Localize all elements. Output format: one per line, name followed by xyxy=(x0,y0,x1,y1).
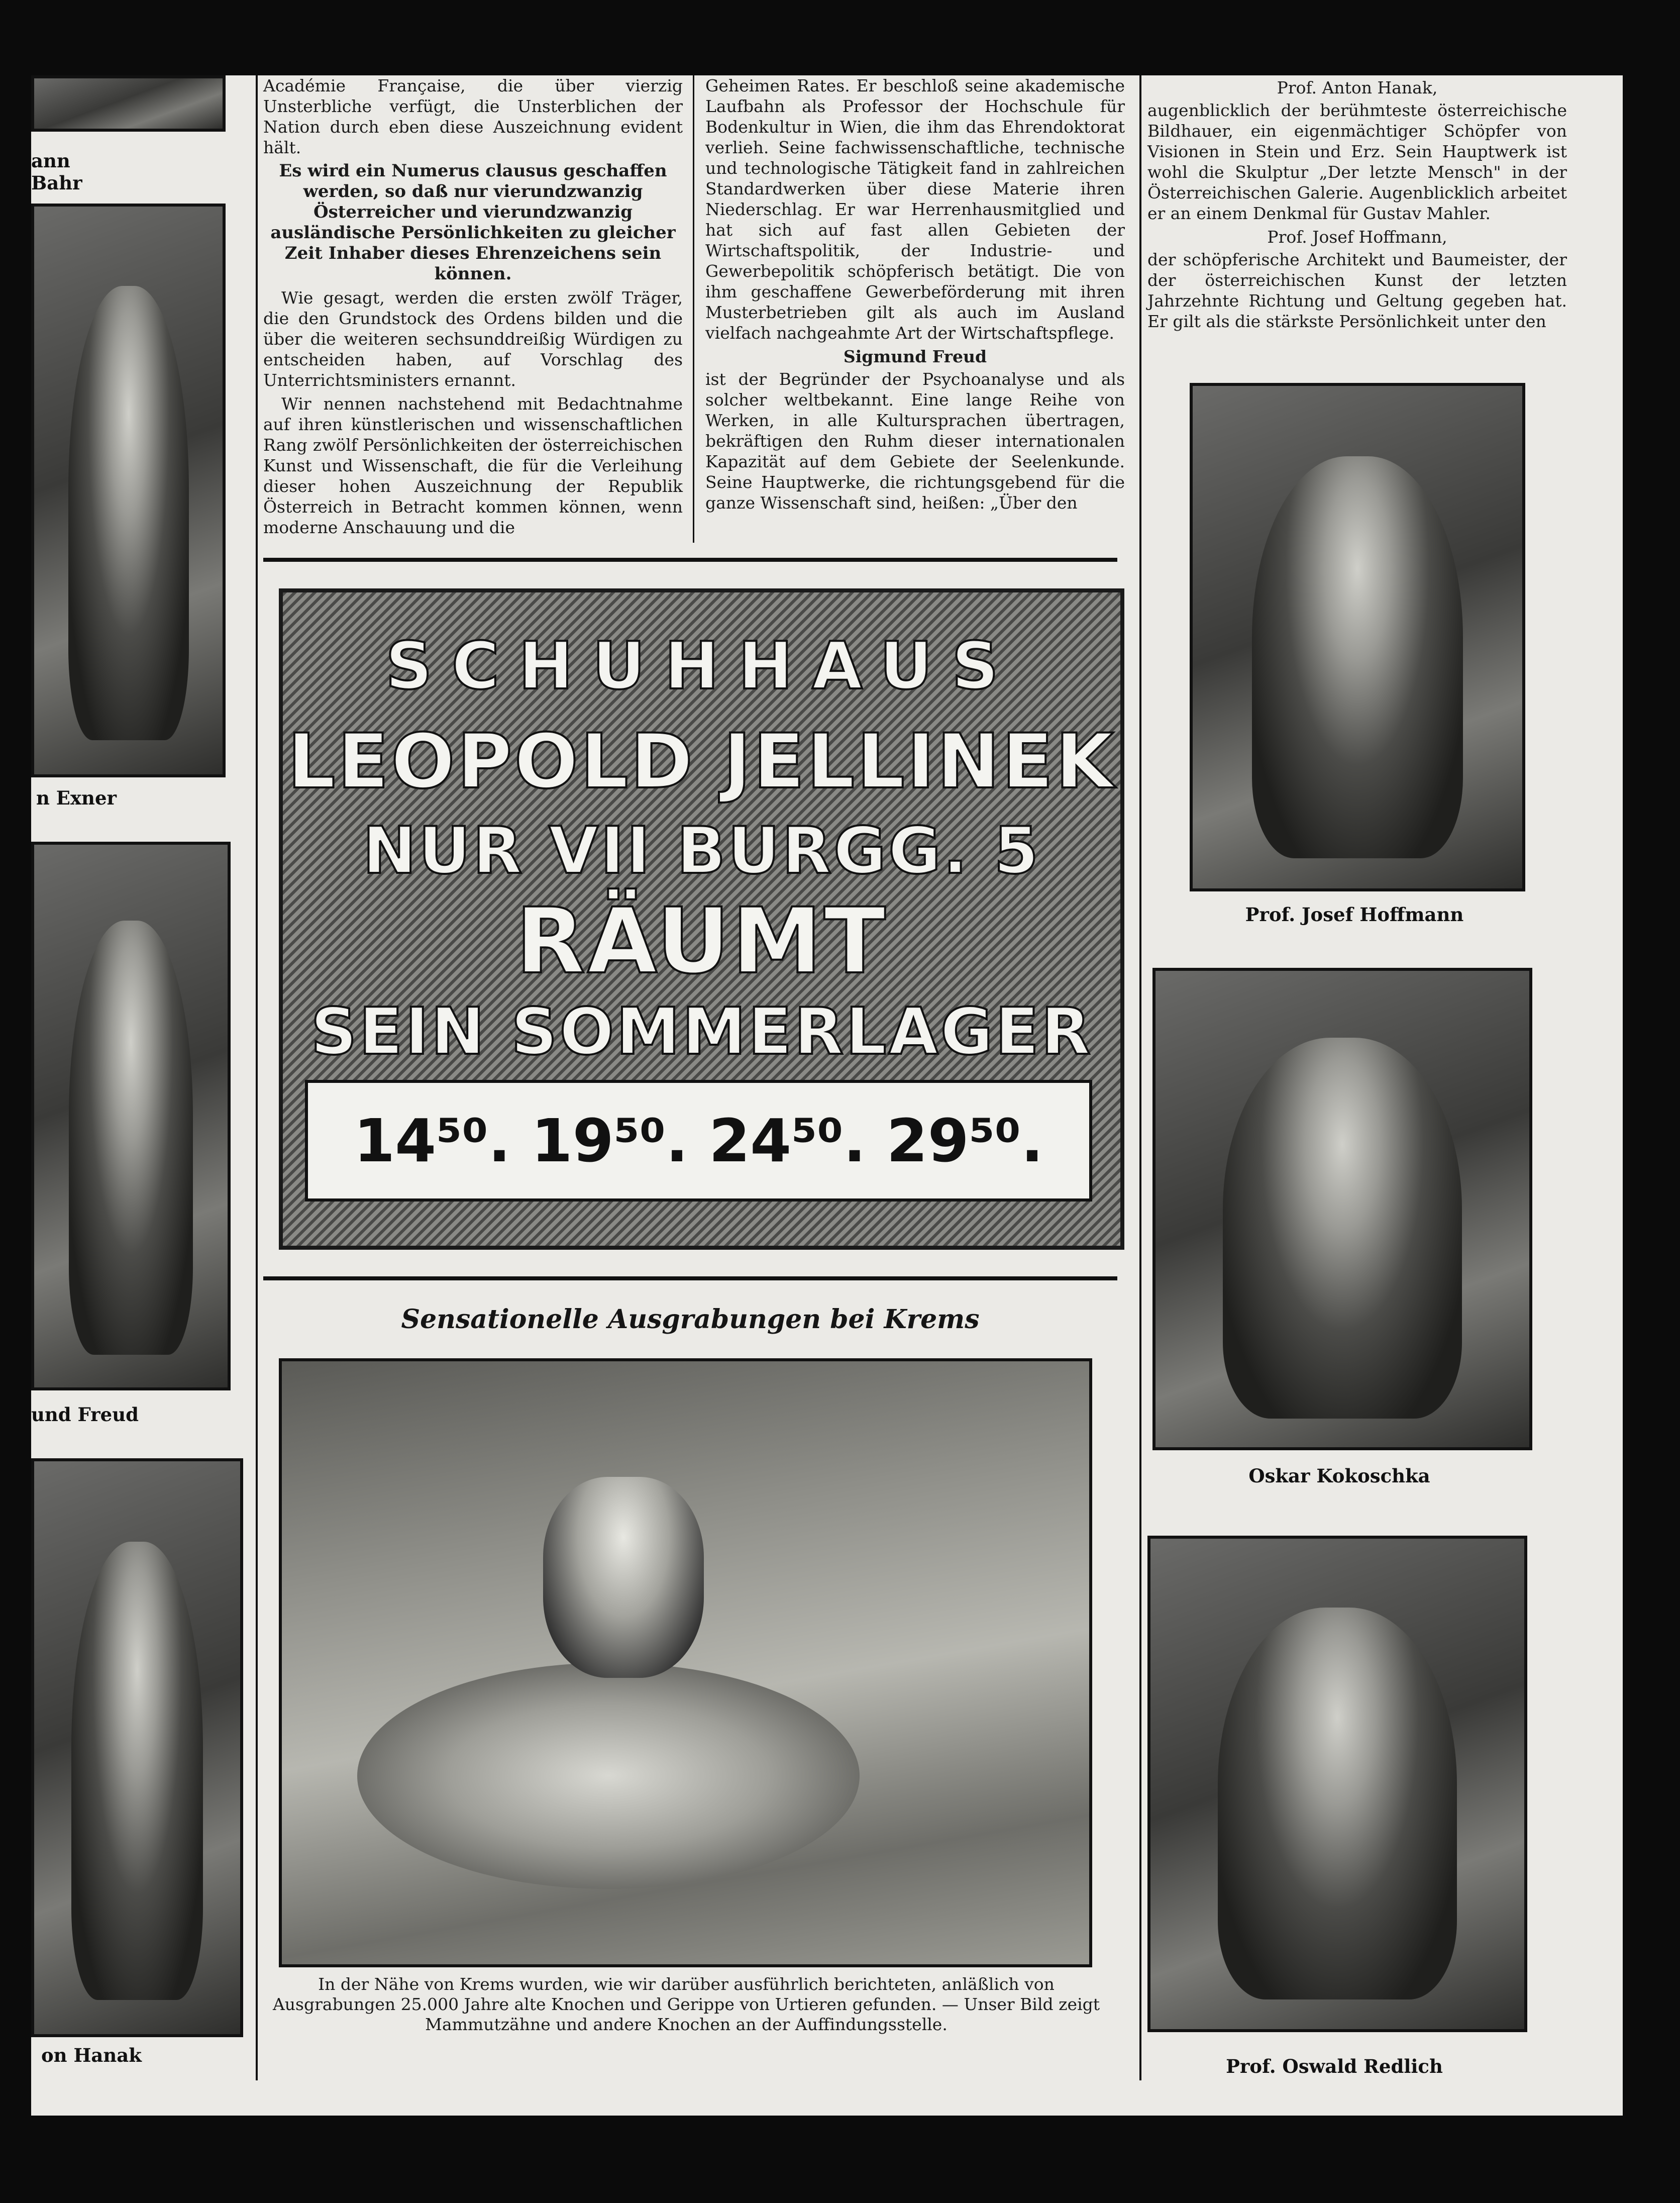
ad-line: SEIN SOMMERLAGER xyxy=(310,994,1093,1069)
portrait-redlich xyxy=(1147,1536,1527,2032)
paragraph: der schöpferische Architekt und Baumeister, der der österreichischen Kunst der letzten Jahrzehnte Richtung und Geltung gegeben hat. Er gilt als die stärkste Persönlichkeit unter den xyxy=(1147,250,1567,331)
caption-redlich: Prof. Oswald Redlich xyxy=(1226,2055,1443,2077)
section-heading: Sigmund Freud xyxy=(843,347,987,366)
newspaper-page xyxy=(31,75,1623,2116)
paragraph: Académie Française, die über vierzig Unsterbliche verfügt, die Unsterblichen der Nation durch eben diese Auszeichnung evident hält. xyxy=(263,76,683,157)
caption-exner: n Exner xyxy=(36,787,117,809)
section-rule xyxy=(263,558,1117,562)
section-heading: Prof. Anton Hanak, xyxy=(1277,78,1438,97)
paragraph: Wie gesagt, werden die ersten zwölf Träger, die den Grundstock des Ordens bilden und die über die weiteren sechsunddreißig Würdigen zu entscheiden haben, auf Vorschlag des Unterrichtsministers ernannt. xyxy=(263,288,683,390)
caption-hanak: on Hanak xyxy=(41,2044,142,2066)
left-photo-strip xyxy=(31,75,231,2116)
paragraph: Geheimen Rates. Er beschloß seine akademische Laufbahn als Professor der Hochschule für Bodenkultur in Wien, die ihm das Ehrendoktorat verlieh. Seine fachwissenschaftliche, technische und technologische Tätigkeit fand in zahlreichen Standardwerken über diese Materie ihren Niederschlag. Er war Herrenhausmitglied und hat sich auf fast allen Gebieten der Wirtschaftspolitik, der Industrie- und Gewerbepolitik schöpferisch betätigt. Die von ihm geschaffene Gewerbeförderung mit ihren Musterbetrieben gilt als auch im Ausland vielfach nachgeahmte Art der Wirtschaftspflege. xyxy=(705,76,1125,343)
portrait-exner xyxy=(31,204,226,777)
article-column-3 xyxy=(1147,75,1567,335)
column-rule xyxy=(1139,75,1141,2080)
article-column-1 xyxy=(263,75,683,541)
portrait-freud xyxy=(31,842,231,1390)
ad-prices: 14⁵⁰. 19⁵⁰. 24⁵⁰. 29⁵⁰. xyxy=(305,1080,1092,1201)
column-rule xyxy=(693,75,694,543)
article-column-2 xyxy=(705,75,1125,516)
paragraph: augenblicklich der berühmteste österreichische Bildhauer, ein eigenmächtiger Schöpfer von Visionen in Stein und Erz. Sein Hauptwerk ist wohl die Skulptur „Der letzte Mensch" in der Österreichischen Galerie. Augenblicklich arbeitet er an einem Denkmal für Gustav Mahler. xyxy=(1147,101,1567,223)
bold-paragraph: Es wird ein Numerus clausus geschaffen werden, so daß nur vierundzwanzig Österreicher und vierundzwanzig ausländische Persönlichkeiten zu gleicher Zeit Inhaber dieses Ehrenzeichens sein können. xyxy=(270,161,676,284)
section-heading: Prof. Josef Hoffmann, xyxy=(1267,227,1447,247)
portrait-hanak xyxy=(31,1458,243,2037)
excavation-photo xyxy=(279,1358,1092,1967)
ad-line: NUR VII BURGG. 5 xyxy=(362,814,1041,888)
photo-caption: In der Nähe von Krems wurden, wie wir darüber ausführlich berichteten, anläßlich von Ausgrabungen 25.000 Jahre alte Knochen und Gerippe von Urtieren gefunden. — Unser Bild zeigt Mammutzähne und andere Knochen an der Auffindungsstelle. xyxy=(272,1974,1100,2034)
caption-kokoschka: Oskar Kokoschka xyxy=(1248,1465,1430,1487)
portrait-bahr xyxy=(31,75,226,132)
portrait-hoffmann xyxy=(1190,383,1525,891)
paragraph: Wir nennen nachstehend mit Bedachtnahme auf ihren künstlerischen und wissenschaftlichen Rang zwölf Persönlichkeiten der österreichischen Kunst und Wissenschaft, die für die Verleihung dieser hohen Auszeichnung der Republik Österreich in Betracht kommen können, wenn moderne Anschauung und die xyxy=(263,394,683,537)
ad-line: LEOPOLD JELLINEK xyxy=(287,718,1116,806)
paragraph: ist der Begründer der Psychoanalyse und als solcher weltbekannt. Eine lange Reihe von Werken, in alle Kultursprachen übertragen, bekräftigen den Ruhm dieser internationalen Kapazität auf dem Gebiete der Seelenkunde. Seine Hauptwerke, die richtungsgebend für die ganze Wissenschaft sind, heißen: „Über den xyxy=(705,369,1125,513)
ad-line: RÄUMT xyxy=(515,889,888,994)
portrait-kokoschka xyxy=(1152,968,1532,1450)
column-rule xyxy=(256,75,258,2080)
ad-line: SCHUHHAUS xyxy=(385,628,1018,704)
caption-hoffmann: Prof. Josef Hoffmann xyxy=(1245,904,1464,926)
article-title: Sensationelle Ausgrabungen bei Krems xyxy=(401,1304,980,1335)
caption-freud: und Freud xyxy=(31,1404,139,1426)
section-rule xyxy=(263,1276,1117,1280)
shoe-store-advertisement xyxy=(279,588,1124,1250)
caption-bahr: ann Bahr xyxy=(31,150,82,194)
